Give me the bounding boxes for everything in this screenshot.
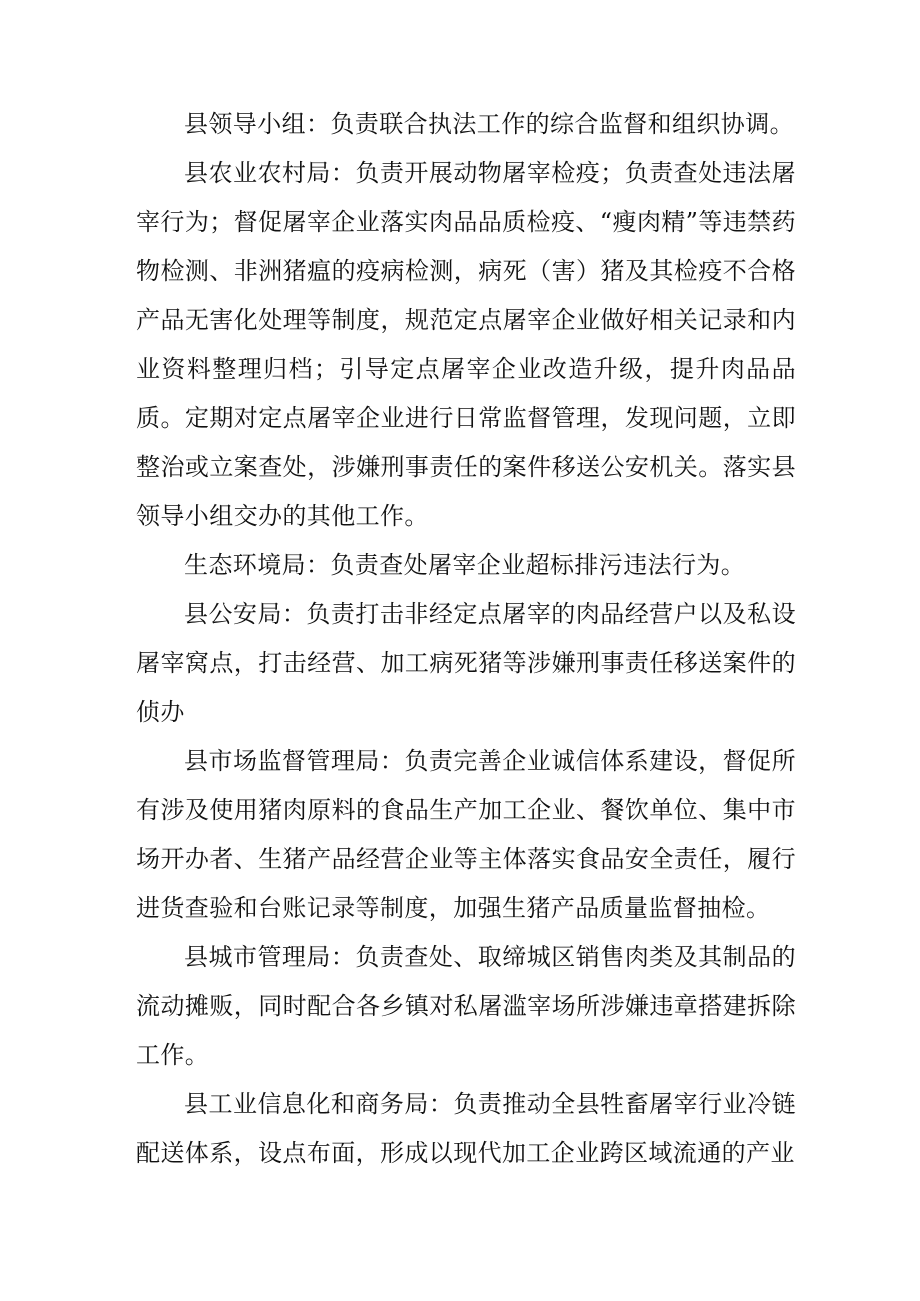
paragraph-market-supervision-bureau: 县市场监督管理局：负责完善企业诚信体系建设，督促所有涉及使用猪肉原料的食品生产加工企业、餐饮单位、集中市场开办者、生猪产品经营企业等主体落实食品安全责任，履行进货查验和台账记录等制度，加强生猪产品质量监督抽检。: [136, 747, 796, 922]
paragraph-urban-management-bureau: 县城市管理局：负责查处、取缔城区销售肉类及其制品的流动摊贩，同时配合各乡镇对私屠滥宰场所涉嫌违章搭建拆除工作。: [136, 943, 796, 1069]
document-body: [136, 100, 796, 1178]
paragraph-county-leading-group: 县领导小组：负责联合执法工作的综合监督和组织协调。: [184, 110, 794, 138]
paragraph-industry-commerce-bureau: 县工业信息化和商务局：负责推动全县牲畜屠宰行业冷链配送体系，设点布面，形成以现代加工企业跨区域流通的产业: [136, 1090, 796, 1167]
paragraph-public-security-bureau: 县公安局：负责打击非经定点屠宰的肉品经营户以及私设屠宰窝点，打击经营、加工病死猪等涉嫌刑事责任移送案件的侦办: [136, 600, 796, 726]
paragraph-agriculture-bureau: 县农业农村局：负责开展动物屠宰检疫；负责查处违法屠宰行为；督促屠宰企业落实肉品品质检疫、“瘦肉精”等违禁药物检测、非洲猪瘟的疫病检测，病死（害）猪及其检疫不合格产品无害化处理等制度，规范定点屠宰企业做好相关记录和内业资料整理归档；引导定点屠宰企业改造升级，提升肉品品质。定期对定点屠宰企业进行日常监督管理，发现问题，立即整治或立案查处，涉嫌刑事责任的案件移送公安机关。落实县领导小组交办的其他工作。: [136, 159, 796, 530]
paragraph-ecology-environment-bureau: 生态环境局：负责查处屠宰企业超标排污违法行为。: [184, 551, 746, 579]
